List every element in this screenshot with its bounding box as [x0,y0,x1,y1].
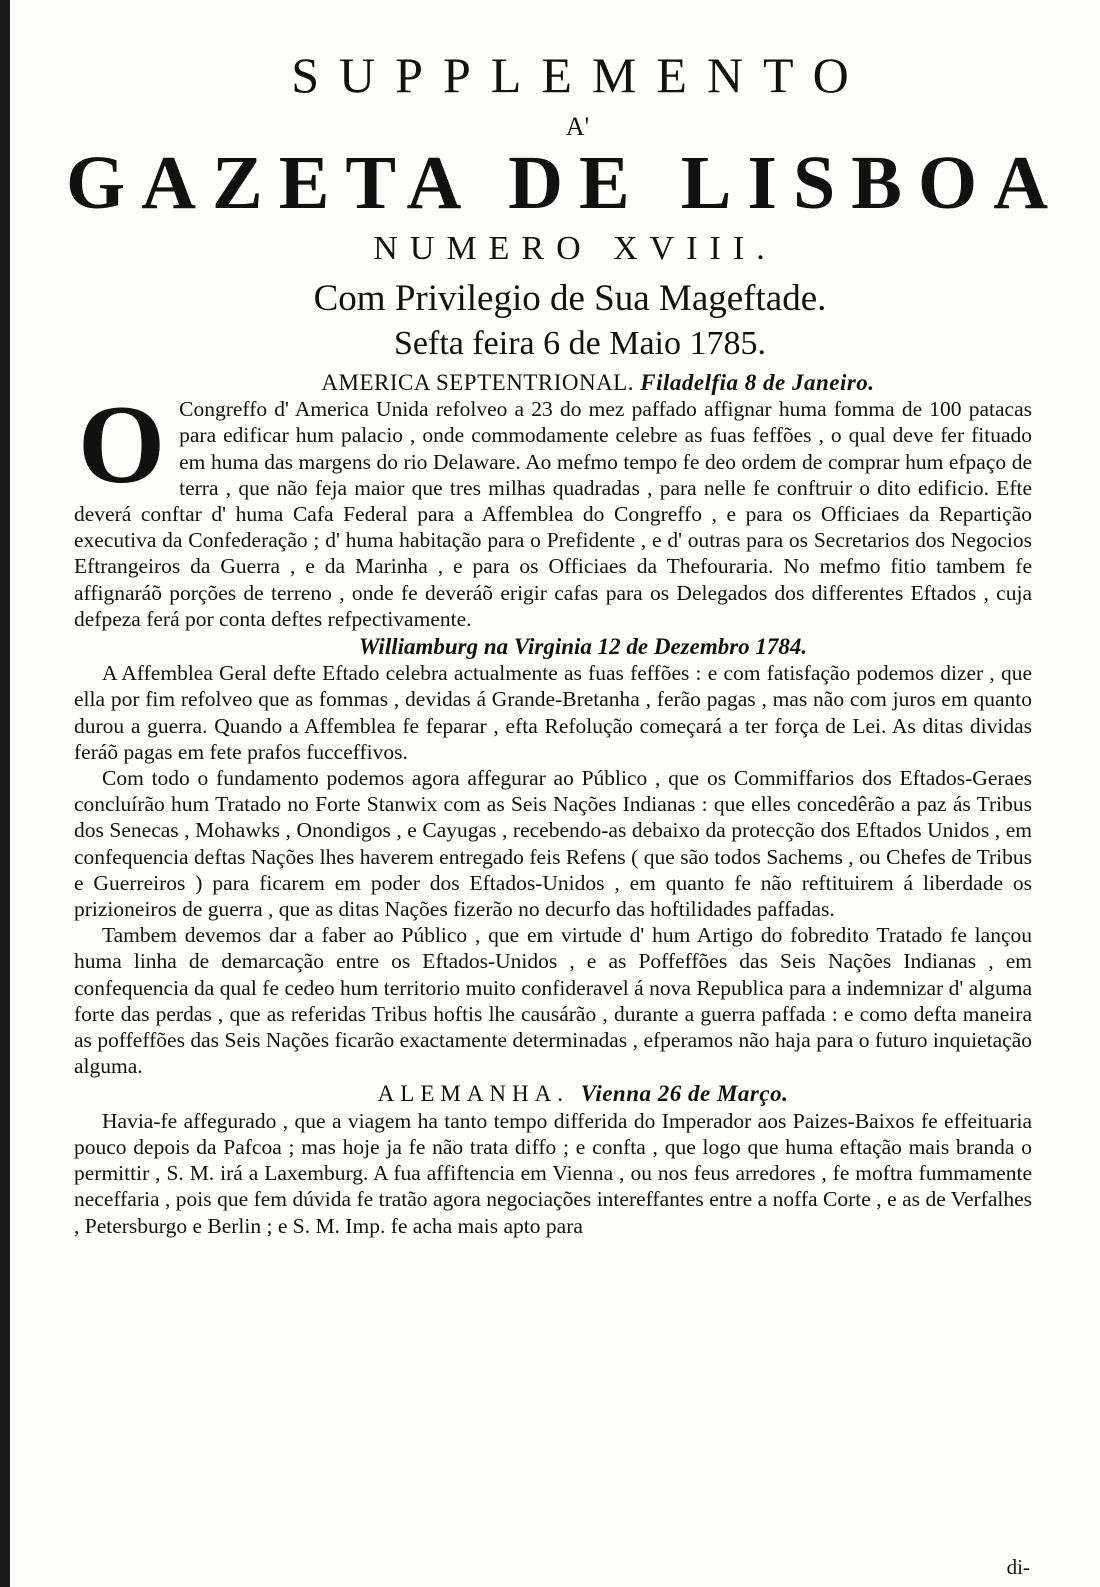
issue-date: Sefta feira 6 de Maio 1785. [394,325,766,362]
section-title: ALEMANHA. [377,1081,570,1107]
royal-privilege-line: Com Privilegio de Sua Mageftade. [313,278,827,319]
section-dateline-williamburg: Williamburg na Virginia 12 de Dezembro 1784. [358,634,808,660]
catchword: di- [1006,1555,1030,1579]
article-paragraph: Havia-fe affegurado , que a viagem ha tanto tempo differida do Imperador aos Paizes-Baixos fe effeituaria pouco depois da Pafcoa ; mas hoje ja fe não trata diffo ; e confta , que logo que huma eftação mais branda o permittir , S. M. irá a Laxemburg. A fua affiftencia em Vienna , ou nos feus arredores , fe moftra fummamente neceffaria , pois que fem dúvida fe tratão agora negociações intereffantes entre a noffa Corte , e as de Verfalhes , Petersburgo e Berlin ; e S. M. Imp. fe acha mais apto para [74,1108,1032,1238]
newspaper-title: GAZETA DE LISBOA [66,141,1064,225]
masthead-preposition: A' [565,112,590,141]
section-dateline: Vienna 26 de Março. [580,1081,789,1107]
drop-cap: O [78,383,166,508]
article-body [74,370,1032,1239]
article-paragraph: A Affemblea Geral defte Eftado celebra actualmente as fuas feffões : e com fatisfação podemos dizer , que ella por fim refolveo que as fommas , devidas á Grande-Bretanha , ferão pagas , mas não com juros em quanto durou a guerra. Quando a Affemblea fe feparar , efta Refolução começará a ter força de Lei. As ditas dividas feráõ pagas em fete prafos fucceffivos. [74,661,1032,764]
paragraph-text: Congreffo d' America Unida refolveo a 23 do mez paffado affignar huma fomma de 100 patacas para edificar hum palacio , onde commodamente celebre as fuas feffões , o qual deve fer fituado em huma das margens do rio Delaware. Ao mefmo tempo fe deo ordem de comprar hum efpaço de terra , que não feja maior que tres milhas quadradas , para nelle fe conftruir o dito edificio. Efte deverá conftar d' huma Cafa Federal para a Affemblea do Congreffo , e para os Officiaes da Repartição executiva da Confederação ; d' huma habitação para o Prefidente , e d' outras para os Secretarios dos Negocios Eftrangeiros da Guerra , e da Marinha , e para os Officiaes da Thefouraria. No mefmo fitio tambem fe affignaráõ porções de terreno , onde fe deveráõ erigir cafas para os Delegados dos differentes Eftados , cuja defpeza ferá por conta deftes refpectivamente. [74,397,1032,631]
section-heading-alemanha [74,1081,1032,1107]
section-heading-america [74,370,1032,396]
section-title: AMERICA SEPTENTRIONAL. [321,370,634,395]
issue-number: NUMERO XVIII. [373,230,777,267]
article-paragraph [74,383,1032,632]
section-dateline: Filadelfia 8 de Janeiro. [640,370,875,395]
article-paragraph: Com todo o fundamento podemos agora affegurar ao Público , que os Commiffarios dos Eftados-Geraes concluírão hum Tratado no Forte Stanwix com as Seis Nações Indianas : que elles concedêrão a paz ás Tribus dos Senecas , Mohawks , Onondigos , e Cayugas , recebendo-as debaixo da protecção dos Eftados Unidos , em confequencia deftas Nações lhes haverem entregado feis Refens ( que são todos Sachems , ou Chefes de Tribus e Guerreiros ) para ficarem em poder dos Eftados-Unidos , em quanto fe não reftituirem á liberdade os prizioneiros de guerra , que as ditas Nações fizerão no decurfo das hoftilidades paffadas. [74,766,1032,922]
supplement-title: SUPPLEMENTO [291,47,869,103]
article-paragraph: Tambem devemos dar a faber ao Público , que em virtude d' hum Artigo do fobredito Tratado fe lançou huma linha de demarcação entre os Eftados-Unidos , e as Poffeffões das Seis Nações Indianas , em confequencia da qual fe cedeo hum territorio muito confideravel á nova Republica para a indemnizar d' alguma forte das perdas , que as referidas Tribus hoftis lhe causárão , durante a guerra paffada : e como defta maneira as poffeffões das Seis Nações ficarão exactamente determinadas , efperamos não haja para o futuro inquietação alguma. [74,923,1032,1079]
